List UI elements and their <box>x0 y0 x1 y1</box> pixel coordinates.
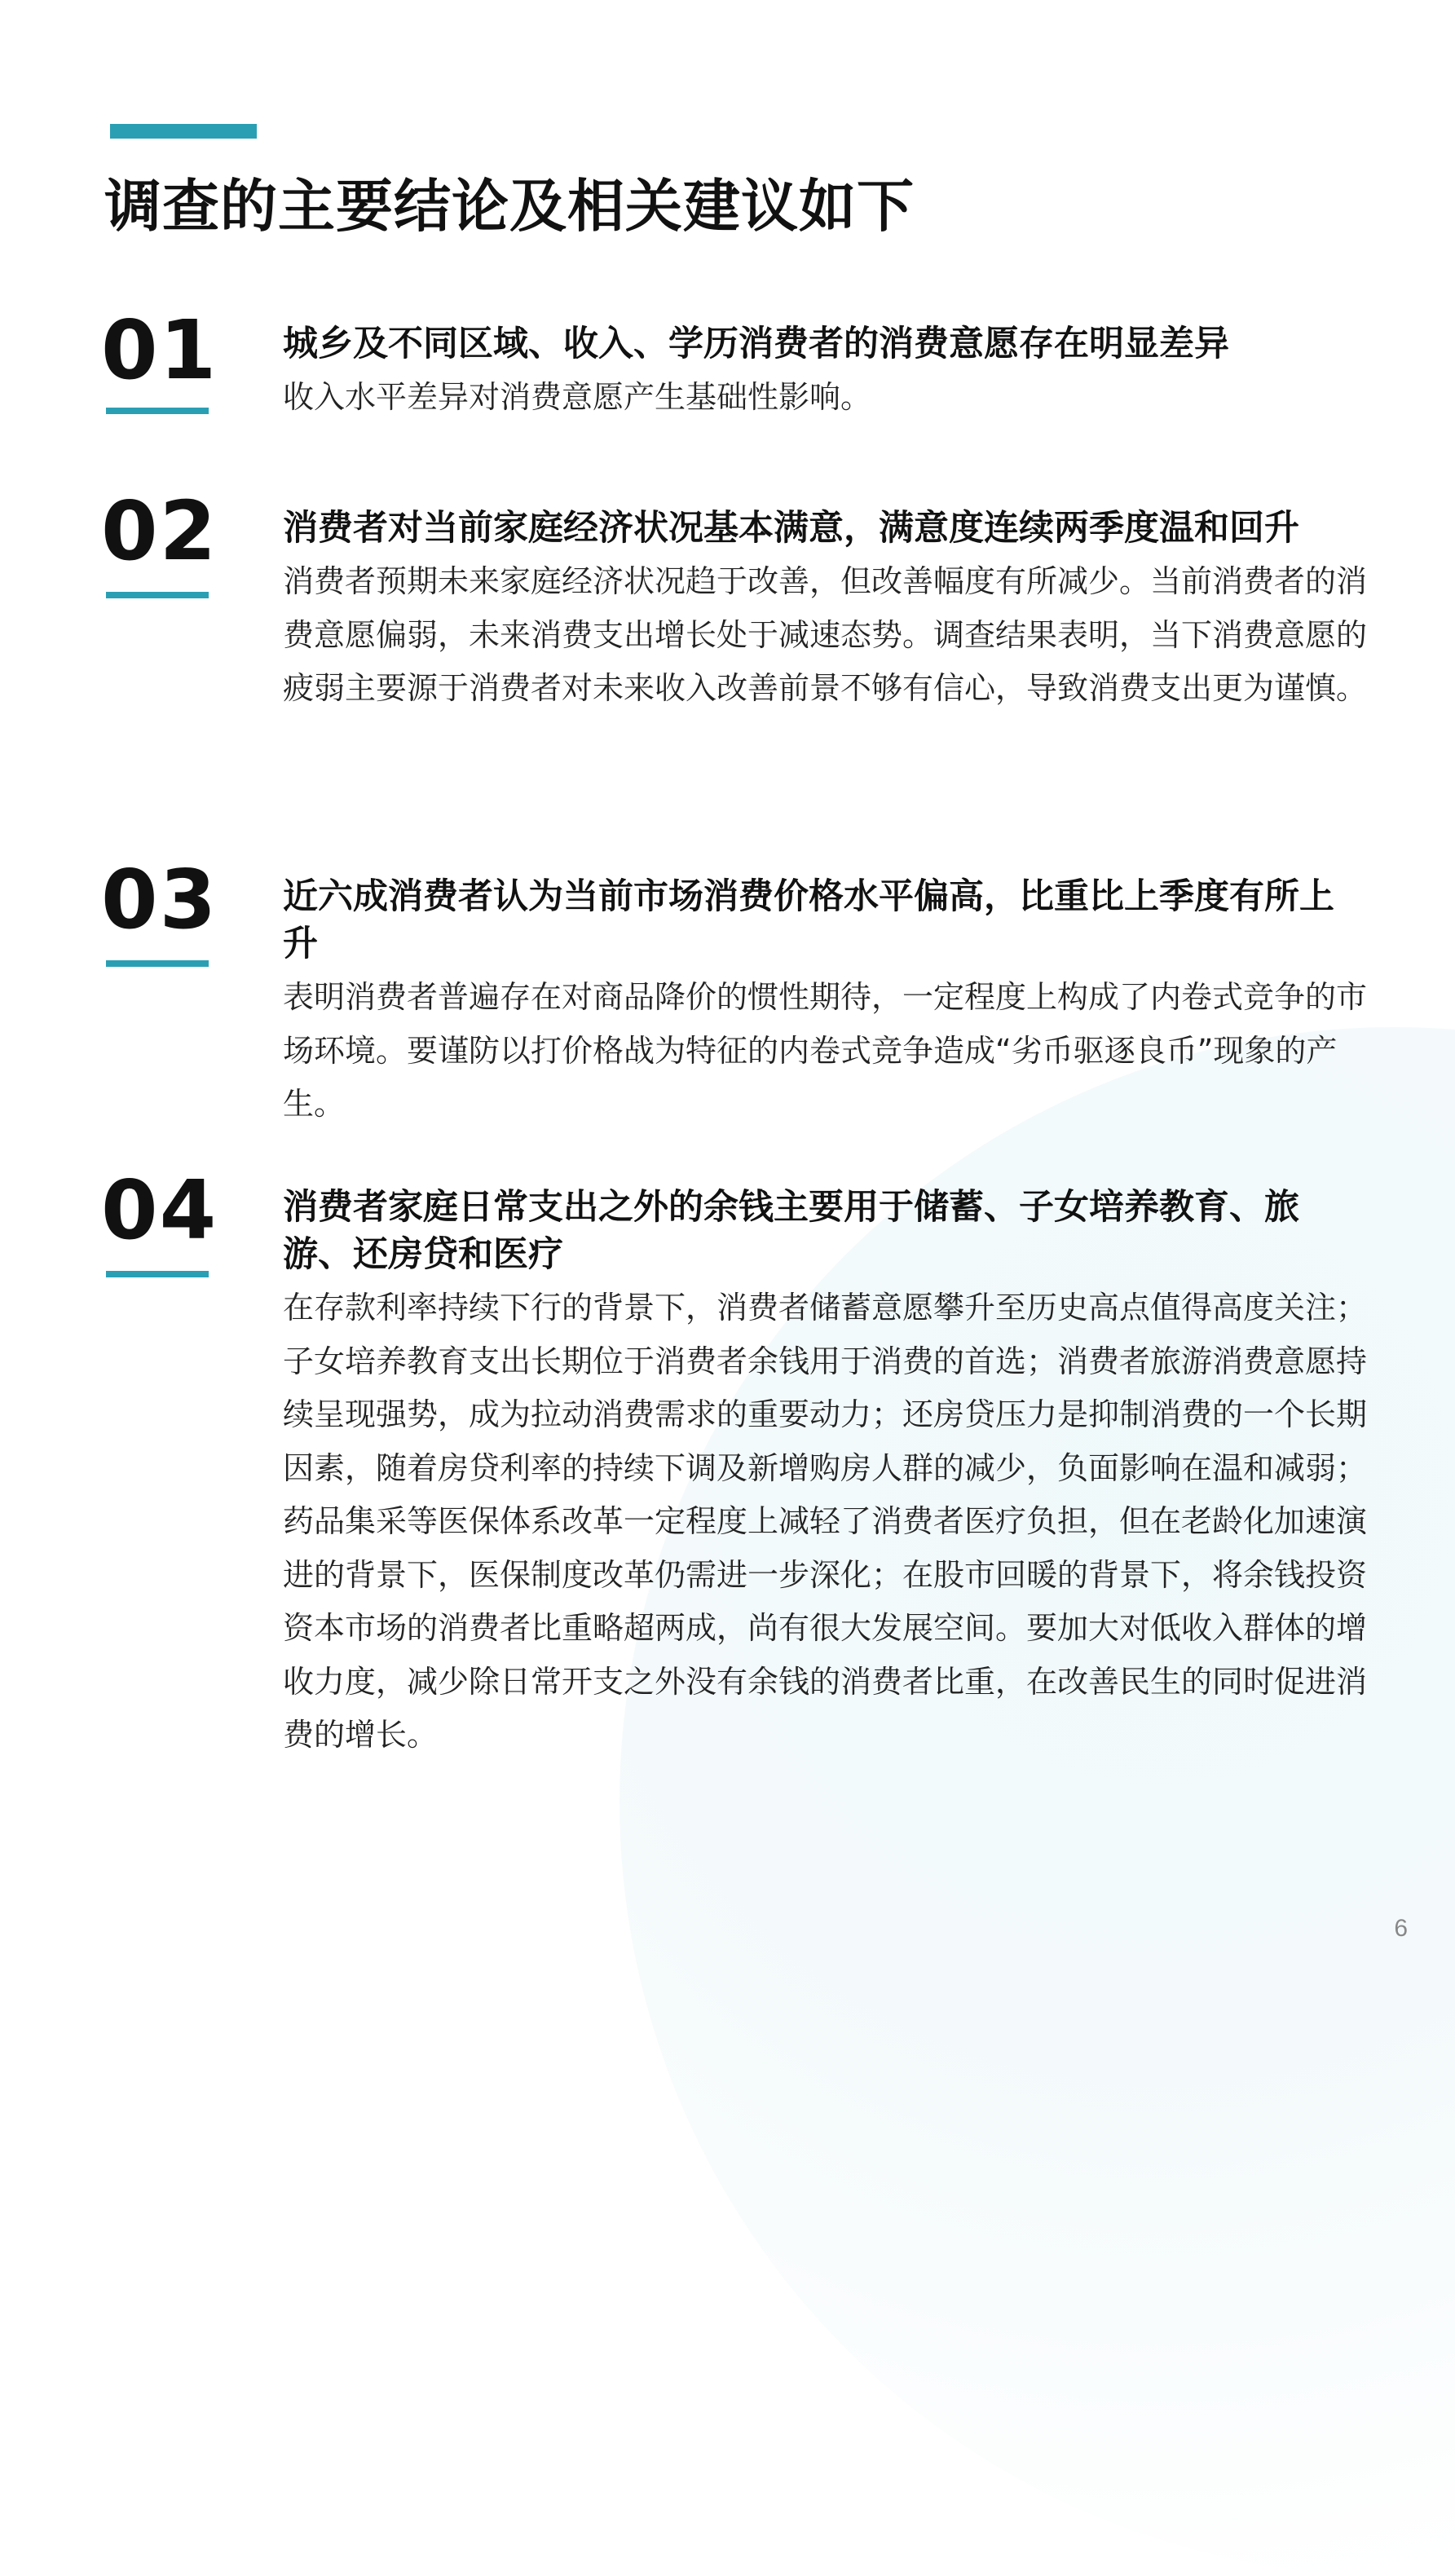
section-number: 01 <box>101 302 218 398</box>
page-number: 6 <box>1394 1915 1408 1942</box>
section-number-underline <box>106 408 209 414</box>
section-heading: 城乡及不同区域、收入、学历消费者的消费意愿存在明显差异 <box>283 324 1229 364</box>
section-body: 消费者预期未来家庭经济状况趋于改善，但改善幅度有所减少。当前消费者的消费意愿偏弱，未来消费支出增长处于减速态势。调查结果表明，当下消费意愿的疲弱主要源于消费者对未来收入改善前景不够有信心，导致消费支出更为谨慎。 <box>283 563 1368 706</box>
section-heading: 消费者对当前家庭经济状况基本满意，满意度连续两季度温和回升 <box>283 508 1299 549</box>
section-body: 表明消费者普遍存在对商品降价的惯性期待，一定程度上构成了内卷式竞争的市场环境。要谨防以打价格战为特征的内卷式竞争造成“劣币驱逐良币”现象的产生。 <box>283 979 1368 1122</box>
section-content <box>283 1184 1367 1762</box>
page-title: 调查的主要结论及相关建议如下 <box>104 173 915 240</box>
section-content <box>283 873 1367 1131</box>
section-number-underline <box>106 592 209 598</box>
section-number: 02 <box>101 483 218 579</box>
section-number-underline <box>106 1271 209 1277</box>
section-content <box>283 505 1367 716</box>
section-body: 收入水平差异对消费意愿产生基础性影响。 <box>283 379 872 415</box>
section-body: 在存款利率持续下行的背景下，消费者储蓄意愿攀升至历史高点值得高度关注；子女培养教育支出长期位于消费者余钱用于消费的首选；消费者旅游消费意愿持续呈现强势，成为拉动消费需求的重要动力；还房贷压力是抑制消费的一个长期因素，随着房贷利率的持续下调及新增购房人群的减少，负面影响在温和减弱；药品集采等医保体系改革一定程度上减轻了消费者医疗负担，但在老龄化加速演进的背景下，医保制度改革仍需进一步深化；在股市回暖的背景下，将余钱投资资本市场的消费者比重略超两成，尚有很大发展空间。要加大对低收入群体的增收力度，减少除日常开支之外没有余钱的消费者比重，在改善民生的同时促进消费的增长。 <box>283 1290 1368 1753</box>
section-content <box>283 320 1367 425</box>
section-number: 04 <box>101 1162 218 1258</box>
section-number: 03 <box>101 852 218 947</box>
section-heading: 消费者家庭日常支出之外的余钱主要用于储蓄、子女培养教育、旅游、还房贷和医疗 <box>283 1187 1299 1275</box>
section-number-underline <box>106 960 209 967</box>
section-heading: 近六成消费者认为当前市场消费价格水平偏高，比重比上季度有所上升 <box>283 876 1334 964</box>
title-accent-bar <box>110 124 257 139</box>
